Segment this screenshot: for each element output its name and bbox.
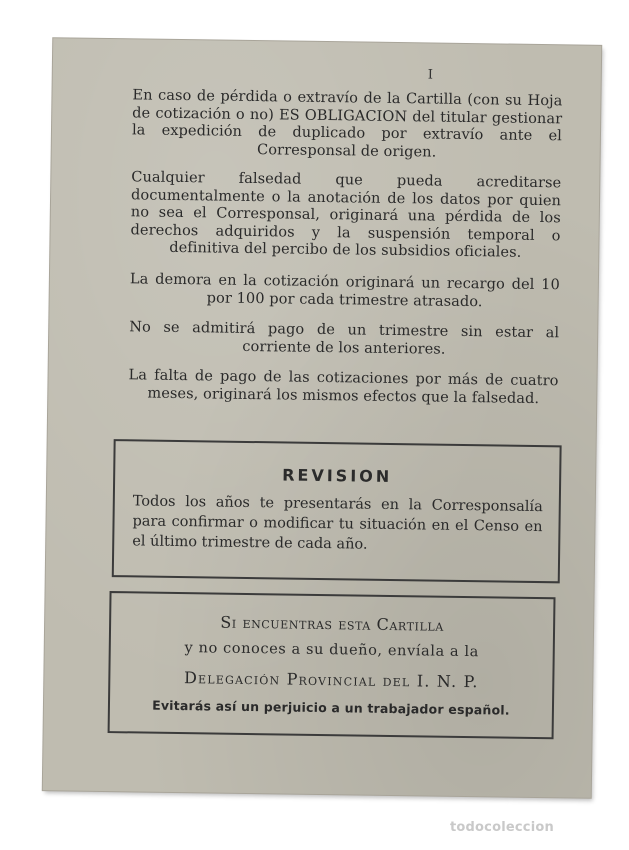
paragraph-loss: En caso de pérdida o extravío de la Cartilla (con su Hoja de cotización o no) ES OBLIGACION del titular gestionar la expedición de duplicado por extravío ante el Corresponsal de origen. (131, 87, 563, 161)
paragraph-falsehood: Cualquier falsedad que pueda acreditarse documentalmente o la anotación de los datos por quien no sea el Corresponsal, originará una pérdida de los derechos adquiridos y la suspensión temporal o definitiva del percibo de los subsidios oficiales. (130, 169, 562, 261)
notice-line-2: y no conoces a su dueño, envíala a la (184, 640, 480, 661)
revision-box (112, 439, 562, 583)
notice-line-1: Si encuentras esta Cartilla (220, 612, 445, 635)
paragraph-delay: La demora en la cotización originará un recargo del 10 por 100 por cada trimestre atrasado. (129, 271, 560, 310)
notice-box (108, 591, 556, 739)
revision-text: Todos los años te presentarás en la Corresponsalía para confirmar o modificar tu situación en el Censo en el último trimestre de cada año. (132, 493, 543, 553)
paragraph-payment: No se admitirá pago de un trimestre sin estar al corriente de los anteriores. (129, 319, 560, 358)
notice-line-3: Delegación Provincial del I. N. P. (183, 668, 479, 692)
document-card (43, 38, 601, 798)
page-mark: I (427, 67, 434, 83)
revision-title: REVISION (282, 465, 393, 486)
watermark: todocoleccion (450, 820, 554, 835)
notice-line-4: Evitarás así un perjuicio a un trabajador español. (152, 697, 510, 718)
paragraph-nonpayment: La falta de pago de las cotizaciones por más de cuatro meses, originará los mismos efectos que la falsedad. (128, 367, 559, 407)
